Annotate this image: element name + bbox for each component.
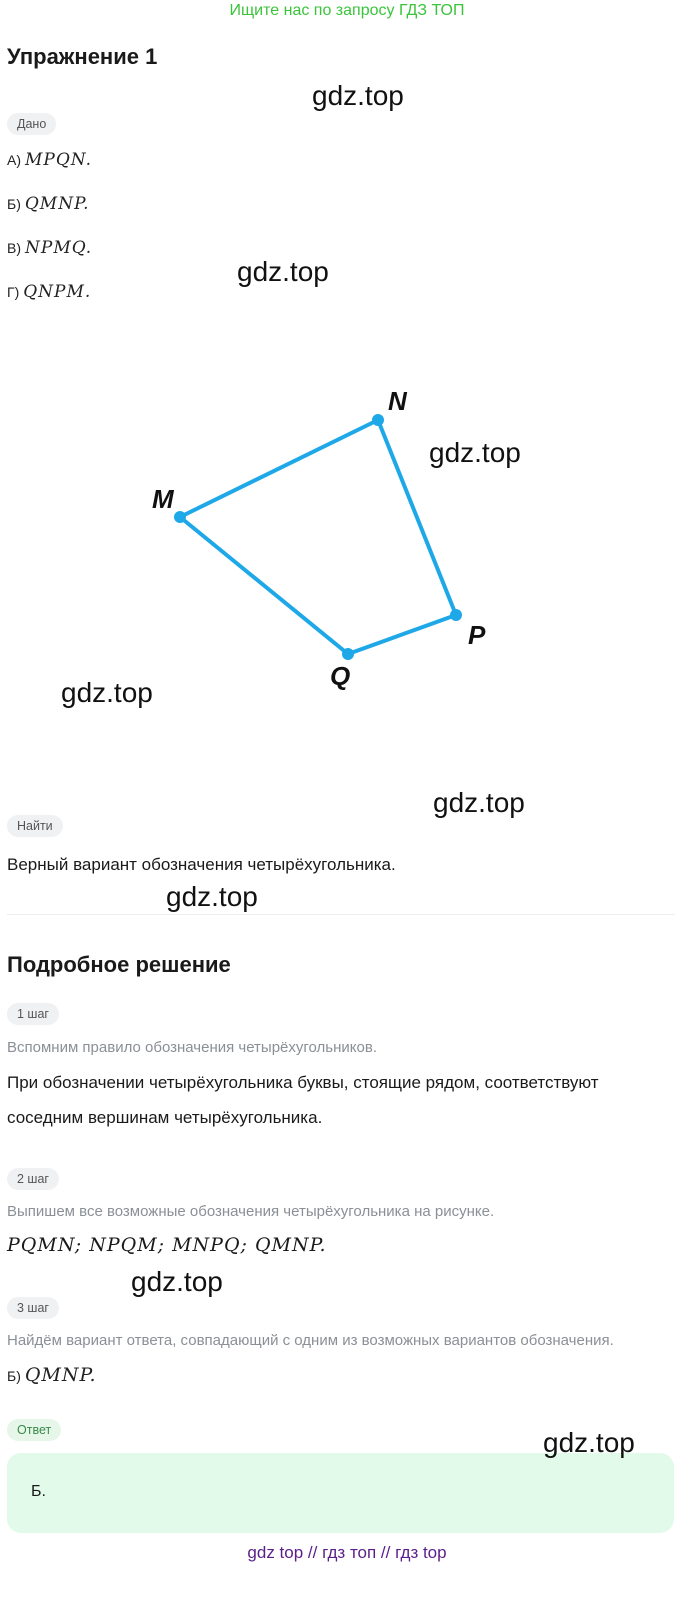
option-c bbox=[7, 238, 92, 258]
watermark-4: gdz.top bbox=[61, 677, 153, 708]
step-3-label: Б) bbox=[7, 1368, 21, 1384]
answer-section bbox=[7, 1419, 61, 1441]
step-1-line-1: При обозначении четырёхугольника буквы, стоящие рядом, соответствуют bbox=[7, 1073, 599, 1092]
find-text: Верный вариант обозначения четырёхугольника. bbox=[7, 855, 396, 874]
section-divider bbox=[7, 914, 675, 915]
watermark-1: gdz.top bbox=[312, 80, 404, 111]
option-b-label: Б) bbox=[7, 196, 21, 212]
watermark-2: gdz.top bbox=[237, 256, 329, 287]
watermark-7: gdz.top bbox=[131, 1266, 223, 1297]
step-3 bbox=[7, 1297, 59, 1319]
step-3-hint: Найдём вариант ответа, совпадающий с одним из возможных вариантов обозначения. bbox=[7, 1332, 614, 1349]
given-pill: Дано bbox=[7, 113, 56, 135]
step-1-hint: Вспомним правило обозначения четырёхугольников. bbox=[7, 1039, 377, 1056]
watermark-5: gdz.top bbox=[433, 787, 525, 818]
solution-title: Подробное решение bbox=[7, 952, 231, 977]
watermark-8: gdz.top bbox=[543, 1427, 635, 1458]
option-a bbox=[7, 150, 92, 170]
step-1 bbox=[7, 1003, 59, 1025]
answer-pill: Ответ bbox=[7, 1419, 61, 1441]
step-2-math: PQMN; NPQM; MNPQ; QMNP. bbox=[7, 1234, 327, 1256]
step-3-pill: 3 шаг bbox=[7, 1297, 59, 1319]
vertex-n-label: N bbox=[388, 386, 407, 416]
option-a-value: MPQN. bbox=[25, 150, 92, 170]
answer-text: Б. bbox=[31, 1483, 46, 1500]
vertex-q-label: Q bbox=[330, 661, 351, 691]
vertex-m-label: M bbox=[152, 484, 174, 514]
step-2 bbox=[7, 1168, 59, 1190]
quadrilateral-shape bbox=[180, 420, 456, 654]
watermark-6: gdz.top bbox=[166, 881, 258, 912]
option-d bbox=[7, 282, 91, 302]
vertex-q-point bbox=[342, 648, 354, 660]
step-2-hint: Выпишем все возможные обозначения четырёхугольника на рисунке. bbox=[7, 1203, 495, 1220]
option-b bbox=[7, 194, 89, 214]
option-b-value: QMNP. bbox=[24, 194, 90, 214]
step-2-pill: 2 шаг bbox=[7, 1168, 59, 1190]
vertex-p-point bbox=[450, 609, 462, 621]
vertex-n-point bbox=[372, 414, 384, 426]
vertex-m-point bbox=[174, 511, 186, 523]
step-3-math: QMNP. bbox=[24, 1364, 97, 1386]
vertex-p-label: P bbox=[468, 620, 486, 650]
option-c-label: В) bbox=[7, 240, 21, 256]
top-banner: Ищите нас по запросу ГДЗ ТОП bbox=[229, 2, 465, 19]
given-section bbox=[7, 113, 56, 135]
watermark-3: gdz.top bbox=[429, 437, 521, 468]
step-3-answer bbox=[7, 1364, 97, 1386]
option-d-label: Г) bbox=[7, 284, 20, 300]
option-d-value: QNPM. bbox=[23, 282, 92, 302]
answer-box bbox=[7, 1453, 674, 1533]
option-a-label: А) bbox=[7, 152, 21, 168]
step-1-pill: 1 шаг bbox=[7, 1003, 59, 1025]
find-section bbox=[7, 815, 63, 837]
exercise-title: Упражнение 1 bbox=[7, 44, 158, 69]
step-1-line-2: соседним вершинам четырёхугольника. bbox=[7, 1108, 323, 1127]
option-c-value: NPMQ. bbox=[25, 238, 93, 258]
quadrilateral-figure bbox=[0, 370, 694, 700]
find-pill: Найти bbox=[7, 815, 63, 837]
footer-links: gdz top // гдз топ // гдз top bbox=[247, 1543, 447, 1562]
